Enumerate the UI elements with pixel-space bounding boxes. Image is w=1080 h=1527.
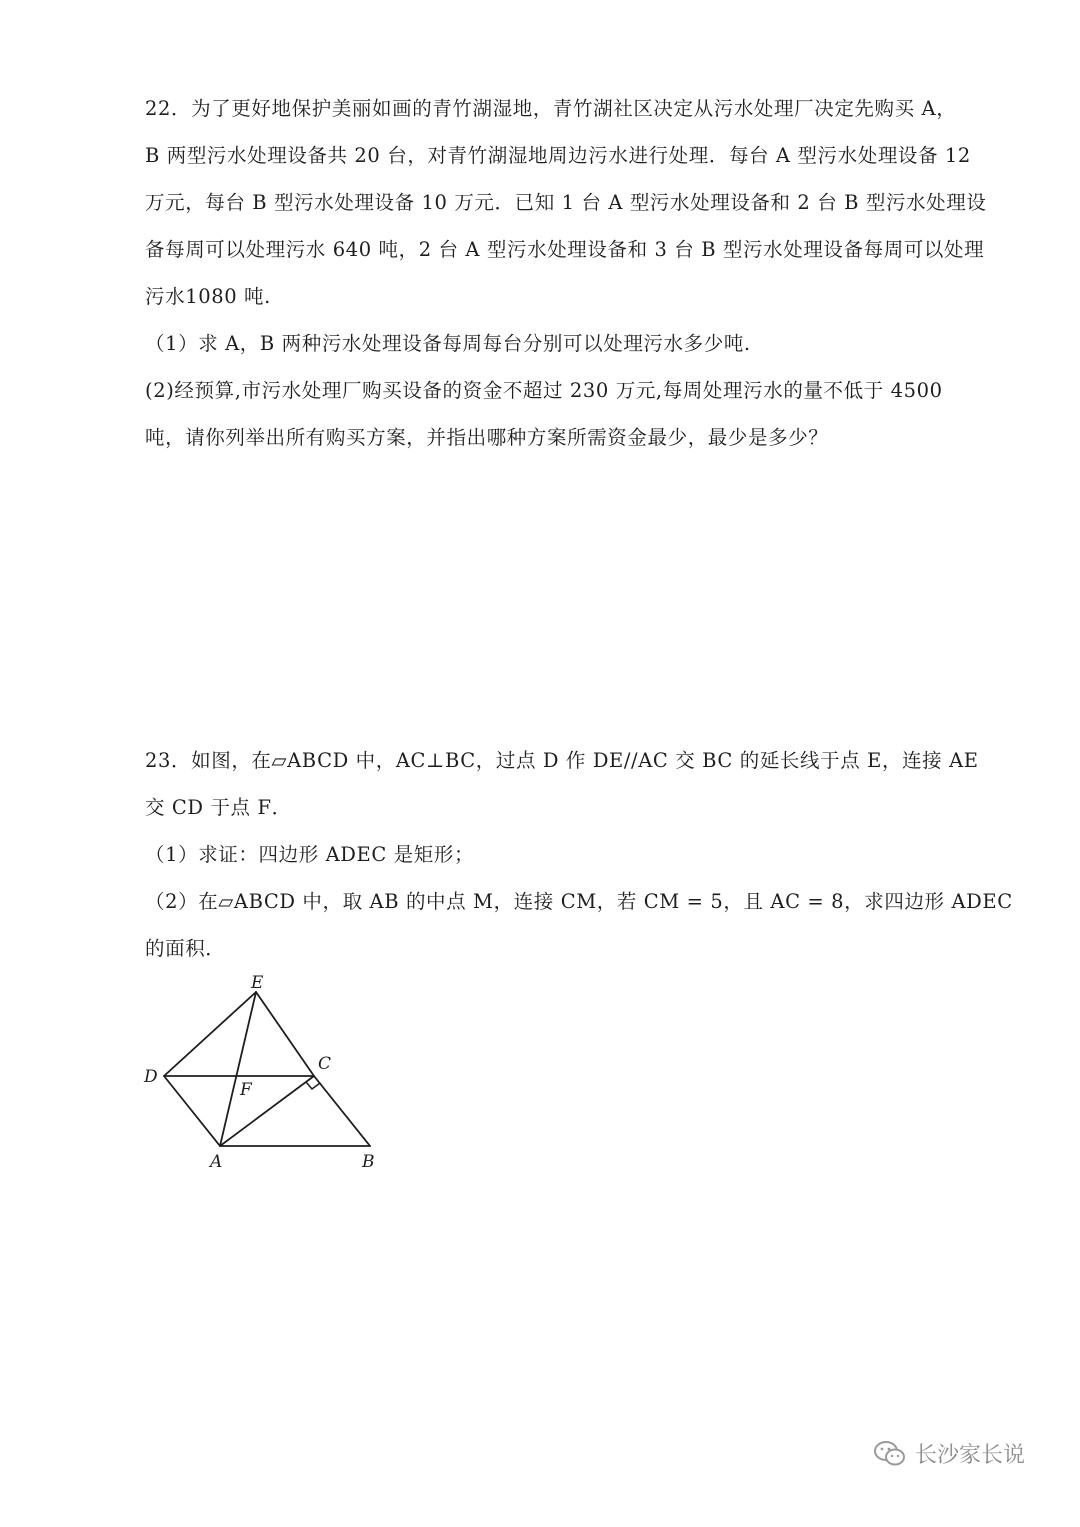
label-B: B <box>362 1152 375 1172</box>
geometry-figure <box>130 970 390 1180</box>
q22-text-line-5: 污水1080 吨. <box>145 285 271 308</box>
label-C: C <box>318 1054 332 1074</box>
q23-text-line-2: 交 CD 于点 F． <box>145 796 292 819</box>
label-D: D <box>144 1067 158 1087</box>
q22-text-line-2: B 两型污水处理设备共 20 台，对青竹湖湿地周边污水进行处理．每台 A 型污水处理设备 12 <box>145 144 971 167</box>
q22-part-1: （1）求 A，B 两种污水处理设备每周每台分别可以处理污水多少吨. <box>145 332 751 355</box>
right-angle-mark <box>306 1082 320 1089</box>
segment-CB <box>314 1076 370 1146</box>
label-E: E <box>251 973 264 993</box>
q23-part-1: （1）求证：四边形 ADEC 是矩形； <box>145 843 475 866</box>
watermark-text: 长沙家长说 <box>915 1443 1026 1468</box>
label-F: F <box>240 1080 252 1100</box>
watermark <box>873 1438 1025 1469</box>
q22-text-line-3: 万元，每台 B 型污水处理设备 10 万元．已知 1 台 A 型污水处理设备和 2 台 B 型污水处理设 <box>145 191 987 214</box>
q22-text-line-1: 22．为了更好地保护美丽如画的青竹湖湿地，青竹湖社区决定从污水处理厂决定先购买 A， <box>145 97 957 120</box>
wechat-icon <box>873 1439 907 1469</box>
q23-text-line-1: 23．如图，在▱ABCD 中，AC⊥BC，过点 D 作 DE//AC 交 BC 的延长线于点 E，连接 AE <box>145 749 979 772</box>
q23-part-2-line-1: （2）在▱ABCD 中，取 AB 的中点 M，连接 CM，若 CM = 5，且 AC = 8，求四边形 ADEC <box>145 890 1013 913</box>
q22-part-2-line-2: 吨，请你列举出所有购买方案，并指出哪种方案所需资金最少，最少是多少？ <box>145 426 829 449</box>
label-A: A <box>210 1152 223 1172</box>
segment-DA <box>164 1076 220 1146</box>
q22-text-line-4: 备每周可以处理污水 640 吨，2 台 A 型污水处理设备和 3 台 B 型污水处理设备每周可以处理 <box>145 238 985 261</box>
q22-part-2-line-1: (2)经预算,市污水处理厂购买设备的资金不超过 230 万元,每周处理污水的量不低于 4500 <box>145 379 943 402</box>
segment-EC <box>256 992 314 1076</box>
segment-DE <box>164 992 256 1076</box>
q23-part-2-line-2: 的面积． <box>145 937 226 960</box>
